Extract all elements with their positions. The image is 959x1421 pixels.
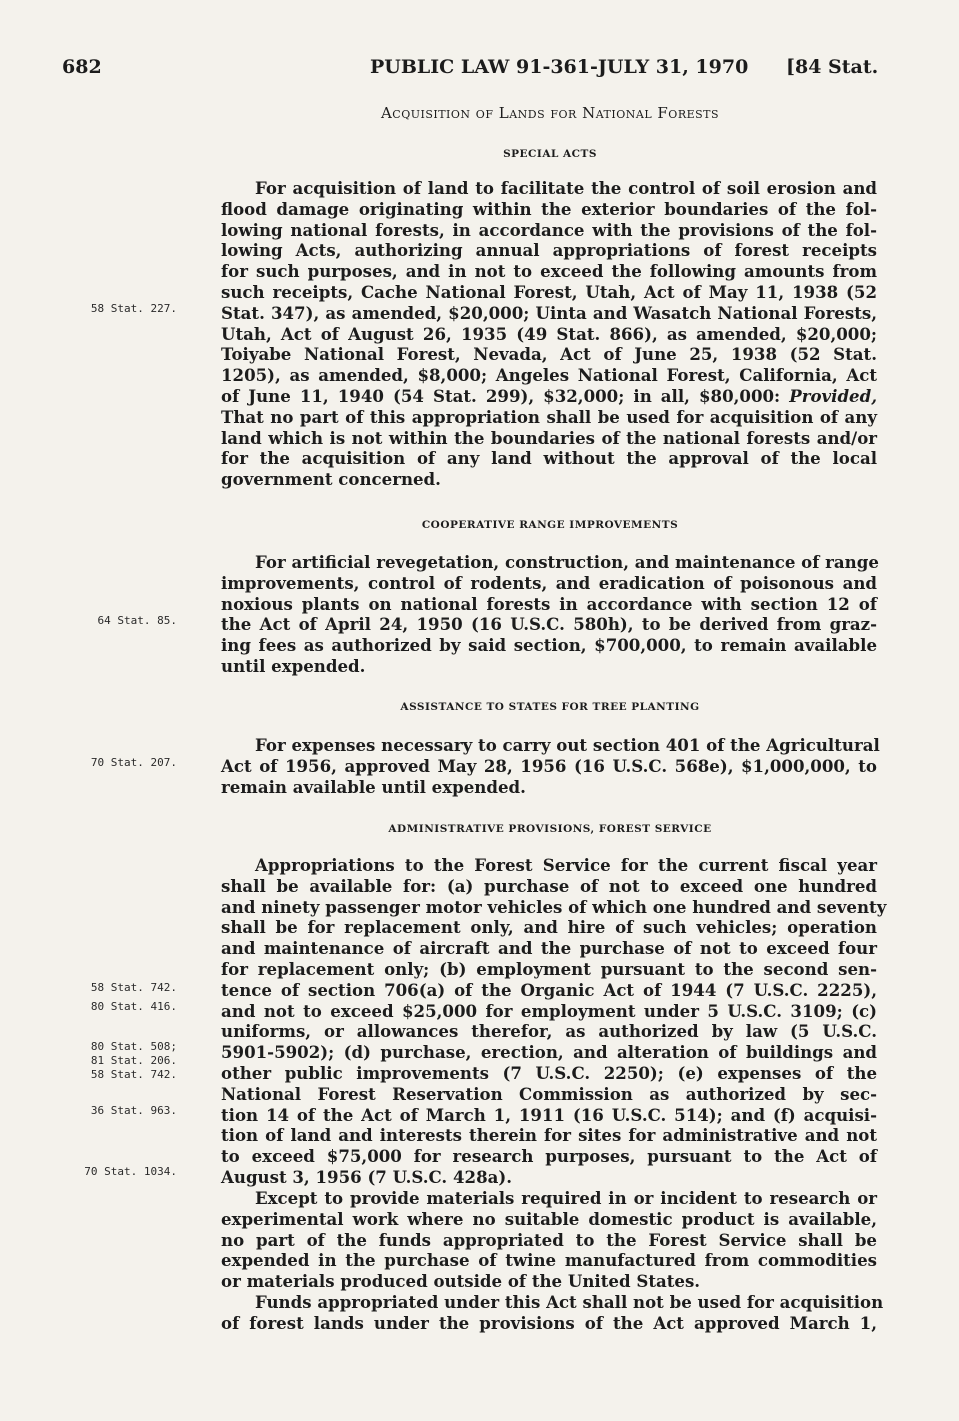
text-line: 5901-5902); (d) purchase, erection, and alteration of buildings and (221, 1042, 877, 1063)
text-line: Appropriations to the Forest Service for the current fiscal year (255, 855, 877, 875)
text-line: of June 11, 1940 (54 Stat. 299), $32,000; in all, $80,000: Provided, (221, 385, 877, 406)
paragraph-admin-appropriations (221, 855, 887, 1188)
running-header (0, 56, 959, 86)
margin-citation: 80 Stat. 416. (90, 1000, 177, 1013)
paragraph-cooperative-range (221, 552, 877, 677)
margin-citation: 80 Stat. 508; (90, 1040, 177, 1053)
text-line: For acquisition of land to facilitate the control of soil erosion and (255, 178, 877, 198)
text-line: August 3, 1956 (7 U.S.C. 428a). (221, 1166, 513, 1187)
text-line: Funds appropriated under this Act shall not be used for acquisition (255, 1292, 884, 1312)
text-line: to exceed $75,000 for research purposes, pursuant to the Act of (221, 1146, 877, 1167)
text-line: 1205), as amended, $8,000; Angeles National Forest, California, Act (221, 365, 877, 386)
text-line: of forest lands under the provisions of the Act approved March 1, (221, 1312, 877, 1333)
text-line: That no part of this appropriation shall be used for acquisition of any (221, 406, 877, 427)
text-line: improvements, control of rodents, and eradication of poisonous and (221, 572, 877, 593)
paragraph-tree-planting (221, 735, 880, 797)
page-number: 682 (62, 56, 102, 78)
text-line: National Forest Reservation Commission as authorized by sec- (221, 1083, 877, 1104)
text-line: the Act of April 24, 1950 (16 U.S.C. 580h), to be derived from graz- (221, 614, 877, 635)
text-line: expended in the purchase of twine manufactured from commodities (221, 1250, 877, 1271)
text-line: experimental work where no suitable domestic product is available, (221, 1208, 877, 1229)
text-line: and ninety passenger motor vehicles of which one hundred and seventy (221, 896, 887, 917)
text-line: lowing Acts, authorizing annual appropriations of forest receipts (221, 240, 877, 261)
text-line: Stat. 347), as amended, $20,000; Uinta and Wasatch National Forests, (221, 302, 877, 323)
text-line: For artificial revegetation, construction, and maintenance of range (255, 552, 879, 572)
paragraph-special-acts (221, 178, 877, 490)
text-line: until expended. (221, 655, 366, 676)
margin-citation: 58 Stat. 227. (90, 302, 177, 315)
subheading-tree-planting: ASSISTANCE TO STATES FOR TREE PLANTING (400, 701, 700, 713)
text-line: Act of 1956, approved May 28, 1956 (16 U.S.C. 568e), $1,000,000, to (221, 755, 877, 776)
text-line: and not to exceed $25,000 for employment under 5 U.S.C. 3109; (c) (221, 1000, 877, 1021)
text-line: or materials produced outside of the United States. (221, 1271, 701, 1292)
text-line: Utah, Act of August 26, 1935 (49 Stat. 866), as amended, $20,000; (221, 323, 877, 344)
text-line: shall be available for: (a) purchase of not to exceed one hundred (221, 875, 877, 896)
text-line: no part of the funds appropriated to the Forest Service shall be (221, 1229, 877, 1250)
text-line: Toiyabe National Forest, Nevada, Act of June 25, 1938 (52 Stat. (221, 344, 877, 365)
text-line: for such purposes, and in not to exceed the following amounts from (221, 261, 877, 282)
text-line: flood damage originating within the exterior boundaries of the fol- (221, 198, 877, 219)
text-line: For expenses necessary to carry out section 401 of the Agricultural (255, 735, 880, 755)
text-line: other public improvements (7 U.S.C. 2250); (e) expenses of the (221, 1062, 877, 1083)
text-line: uniforms, or allowances therefor, as authorized by law (5 U.S.C. (221, 1021, 877, 1042)
margin-citation: 64 Stat. 85. (97, 614, 177, 627)
text-line: lowing national forests, in accordance with the provisions of the fol- (221, 219, 877, 240)
text-line: tion 14 of the Act of March 1, 1911 (16 U.S.C. 514); and (f) acquisi- (221, 1104, 877, 1125)
header-stat-ref: [84 Stat. (786, 56, 879, 78)
text-line: remain available until expended. (221, 776, 526, 797)
margin-citation: 36 Stat. 963. (90, 1104, 177, 1117)
text-line: government concerned. (221, 469, 441, 490)
subheading-special-acts: SPECIAL ACTS (503, 148, 597, 160)
text-line: and maintenance of aircraft and the purchase of not to exceed four (221, 938, 877, 959)
header-title: PUBLIC LAW 91-361-JULY 31, 1970 (370, 56, 749, 78)
text-line: ing fees as authorized by said section, $700,000, to remain available (221, 635, 877, 656)
text-line: Except to provide materials required in or incident to research or (255, 1188, 877, 1208)
text-line: shall be for replacement only, and hire of such vehicles; operation (221, 917, 877, 938)
text-line: for the acquisition of any land without the approval of the local (221, 448, 877, 469)
subheading-admin-provisions: ADMINISTRATIVE PROVISIONS, FOREST SERVICE (388, 823, 712, 835)
margin-citation: 58 Stat. 742. (90, 981, 177, 994)
text-line: for replacement only; (b) employment pursuant to the second sen- (221, 958, 877, 979)
margin-citation: 70 Stat. 1034. (84, 1165, 177, 1178)
text-line: land which is not within the boundaries of the national forests and/or (221, 427, 877, 448)
margin-citation: 70 Stat. 207. (90, 756, 177, 769)
text-line: tion of land and interests therein for sites for administrative and not (221, 1125, 877, 1146)
text-line: tence of section 706(a) of the Organic Act of 1944 (7 U.S.C. 2225), (221, 979, 877, 1000)
subheading-cooperative-range: COOPERATIVE RANGE IMPROVEMENTS (421, 519, 679, 531)
margin-citation: 58 Stat. 742. (90, 1068, 177, 1081)
paragraph-forest-lands (221, 1292, 884, 1334)
text-line: noxious plants on national forests in accordance with section 12 of (221, 593, 877, 614)
margin-citation: 81 Stat. 206. (90, 1054, 177, 1067)
paragraph-twine-restriction (221, 1188, 877, 1292)
text-line: such receipts, Cache National Forest, Utah, Act of May 11, 1938 (52 (221, 281, 877, 302)
section-title: Acquisition of Lands for National Forests (380, 104, 720, 122)
